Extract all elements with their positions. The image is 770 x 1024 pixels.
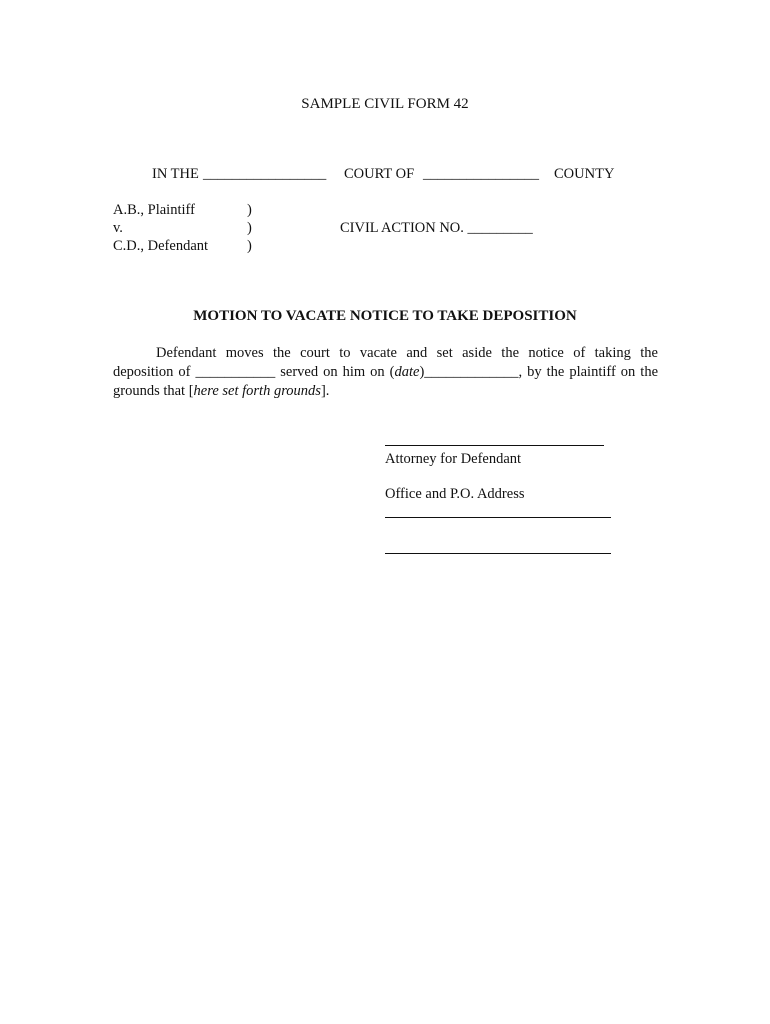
caption-paren-2: ) <box>247 220 252 236</box>
office-address-label: Office and P.O. Address <box>385 486 525 502</box>
address-line-1 <box>385 517 611 518</box>
body-line-3: grounds that [here set forth grounds]. <box>113 383 330 399</box>
form-title: SAMPLE CIVIL FORM 42 <box>301 96 469 112</box>
caption-paren-3: ) <box>247 238 252 254</box>
county-name-blank: ________________ <box>423 166 539 182</box>
caption-versus: v. <box>113 220 123 236</box>
body-line-1-text: Defendant moves the court to vacate and set aside the notice of taking the <box>156 345 658 361</box>
court-line-court-of: COURT OF <box>344 166 415 182</box>
court-line-in-the: IN THE <box>152 166 199 182</box>
body-line-2: deposition of ___________ served on him on (date)_____________, by the plaintiff on the <box>113 364 659 380</box>
body-line-1 <box>113 344 658 363</box>
court-name-blank: _________________ <box>203 166 327 182</box>
attorney-label: Attorney for Defendant <box>385 451 522 467</box>
caption-defendant: C.D., Defendant <box>113 238 209 254</box>
caption-paren-1: ) <box>247 202 252 218</box>
caption-plaintiff: A.B., Plaintiff <box>113 202 195 218</box>
court-line-county: COUNTY <box>554 166 615 182</box>
motion-body <box>113 344 658 401</box>
attorney-signature-line <box>385 445 604 446</box>
address-line-2 <box>385 553 611 554</box>
civil-action-number: CIVIL ACTION NO. _________ <box>340 220 533 236</box>
motion-heading: MOTION TO VACATE NOTICE TO TAKE DEPOSITION <box>193 308 577 324</box>
